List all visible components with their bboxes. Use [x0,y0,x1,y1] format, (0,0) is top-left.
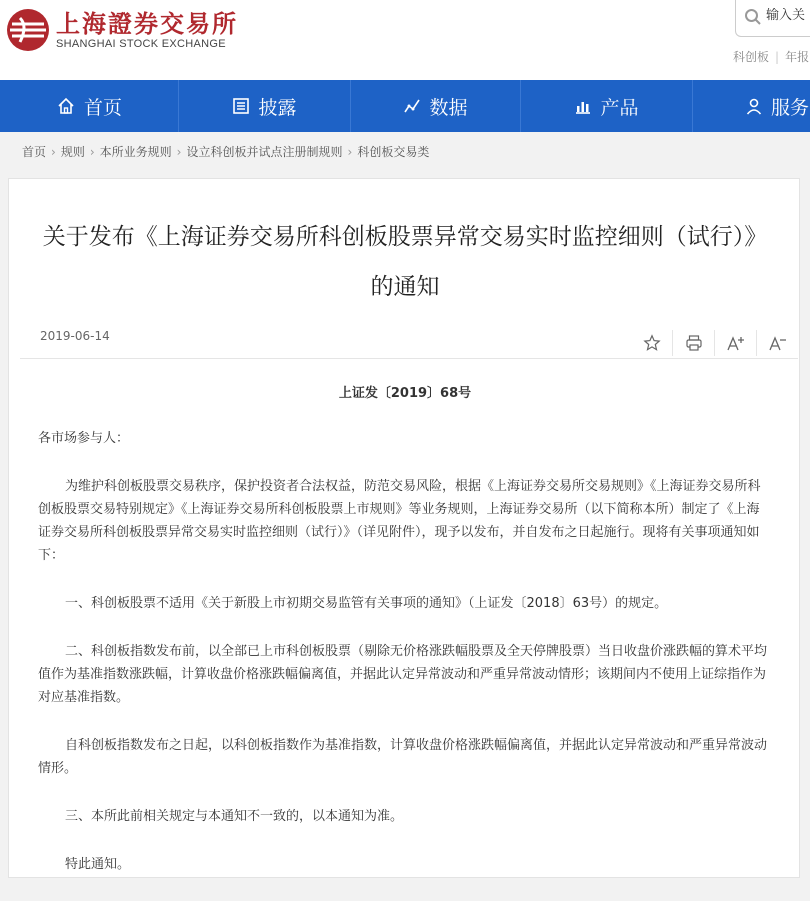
search-icon[interactable] [744,8,762,26]
article-tools [631,330,798,356]
font-decrease-button[interactable] [756,330,798,356]
print-icon [685,334,703,352]
chart-icon [403,97,421,115]
logo-english-name: SHANGHAI STOCK EXCHANGE [56,38,226,50]
breadcrumb-item-trading[interactable]: 科创板交易类 [357,145,430,159]
quick-link-star-market[interactable]: 科创板 [733,50,770,64]
article-title [0,212,810,312]
star-icon [643,334,661,352]
breadcrumb-item-home[interactable]: 首页 [22,145,47,159]
site-header [0,0,810,80]
publish-date: 2019-06-14 [40,329,110,343]
print-button[interactable] [672,330,714,356]
nav-item-label: 服务 [771,96,810,119]
person-icon [745,97,763,115]
quick-links [733,48,809,65]
paragraph: 为维护科创板股票交易秩序，保护投资者合法权益，防范交易风险，根据《上海证券交易所交易规则》《上海证券交易所科创板股票交易特别规定》《上海证券交易所科创板股票上市规则》等业务规则，上海证券交易所（以下简称本所）制定了《上海证券交易所科创板股票异常交易实时监控细则（试行）》（详见附件），现予以发布，并自发布之日起施行。现将有关事项通知如下： [38,479,761,563]
main-nav [0,80,810,132]
home-icon [56,96,76,116]
article-meta-bar [20,322,798,359]
chevron-right-icon: › [51,144,56,159]
document-number: 上证发〔2019〕68号 [338,386,472,401]
article-body [38,427,768,901]
chevron-right-icon: › [347,144,353,159]
nav-item-label: 首页 [83,96,122,119]
paragraph: 三、本所此前相关规定与本通知不一致的，以本通知为准。 [65,809,404,824]
breadcrumb-item-star-market-rules[interactable]: 设立科创板并试点注册制规则 [186,145,343,159]
paragraph: 特此通知。 [65,857,131,872]
font-increase-icon [726,334,746,352]
chevron-right-icon: › [89,144,95,159]
article-title-line-2: 的通知 [370,274,440,300]
chevron-right-icon: › [176,144,182,159]
nav-item-home[interactable] [0,80,179,132]
nav-item-label: 披露 [258,96,297,119]
favorite-button[interactable] [631,330,672,356]
nav-item-data[interactable] [351,80,521,132]
quick-link-annual-report[interactable]: 年报 [785,50,810,64]
font-decrease-icon [768,334,788,352]
paragraph: 一、科创板股票不适用《关于新股上市初期交易监管有关事项的通知》（上证发〔2018〕63号）的规定。 [65,596,668,611]
nav-item-label: 数据 [429,96,468,119]
nav-item-products[interactable] [521,80,693,132]
sse-logo[interactable] [6,8,238,52]
article-title-line-1: 关于发布《上海证券交易所科创板股票异常交易实时监控细则（试行）》 [42,224,768,250]
sse-logo-emblem-icon [6,8,50,52]
nav-item-services[interactable] [693,80,810,132]
quick-link-divider: | [775,50,780,64]
logo-chinese-name: 上海證券交易所 [56,9,238,38]
salutation: 各市场参与人： [38,431,130,446]
breadcrumb-item-rules[interactable]: 规则 [60,145,85,159]
nav-item-disclosure[interactable] [179,80,351,132]
search-box [735,0,810,37]
bar-chart-icon [574,97,592,115]
search-input[interactable] [766,8,810,23]
font-increase-button[interactable] [714,330,756,356]
breadcrumb [22,143,429,160]
nav-item-label: 产品 [600,96,639,119]
breadcrumb-item-business-rules[interactable]: 本所业务规则 [99,145,172,159]
paragraph: 二、科创板指数发布前，以全部已上市科创板股票（剔除无价格涨跌幅股票及全天停牌股票）当日收盘价涨跌幅的算术平均值作为基准指数涨跌幅，计算收盘价格涨跌幅偏离值，并据此认定异常波动和严重异常波动情形；该期间内不使用上证综指作为对应基准指数。 [38,644,768,705]
paragraph: 自科创板指数发布之日起，以科创板指数作为基准指数，计算收盘价格涨跌幅偏离值，并据此认定异常波动和严重异常波动情形。 [38,738,768,776]
document-icon [232,97,250,115]
